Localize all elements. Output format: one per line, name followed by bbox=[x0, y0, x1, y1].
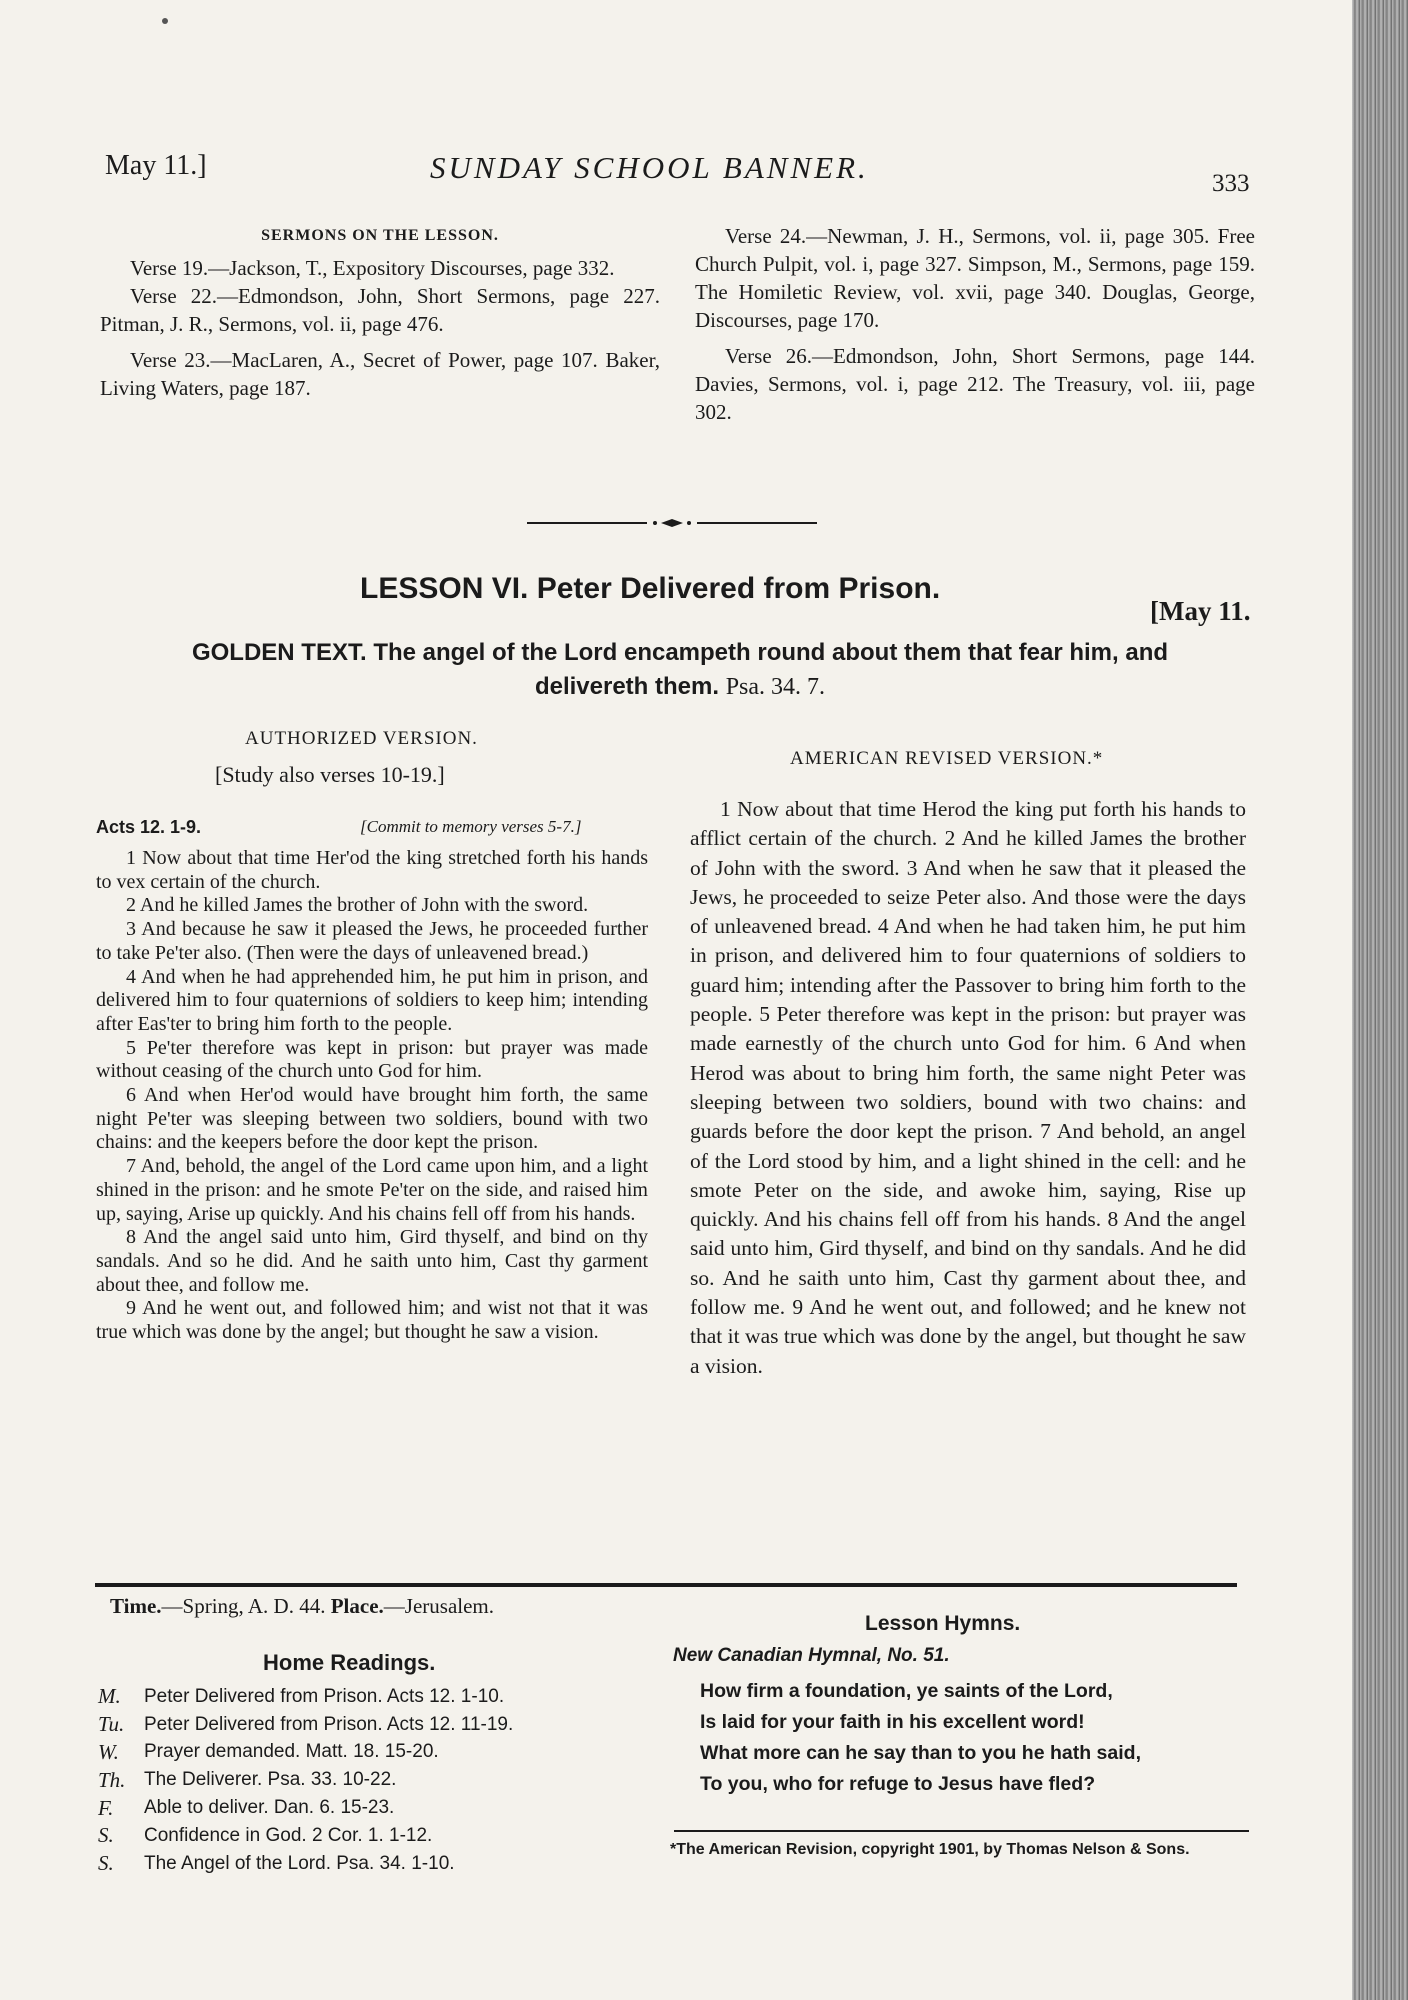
sermon-entry: Verse 19.—Jackson, T., Expository Discourses, page 332. bbox=[130, 256, 615, 280]
authorized-version-text bbox=[96, 847, 648, 1345]
hymn-line: To you, who for refuge to Jesus have fled? bbox=[700, 1773, 1096, 1795]
reading-row bbox=[98, 1850, 658, 1878]
header-date: May 11.] bbox=[105, 150, 207, 181]
hymn-line: What more can he say than to you he hath said, bbox=[700, 1742, 1141, 1764]
sermon-entry: Verse 23.—MacLaren, A., Secret of Power, page 107. Baker, Living Waters, page 187. bbox=[100, 348, 660, 400]
commit-note: [Commit to memory verses 5-7.] bbox=[360, 817, 582, 836]
reading-text: Peter Delivered from Prison. Acts 12. 11-19. bbox=[144, 1713, 514, 1735]
time-value: —Spring, A. D. 44. bbox=[161, 1594, 326, 1618]
golden-text bbox=[150, 636, 1210, 704]
verse: 2 And he killed James the brother of John with the sword. bbox=[126, 894, 589, 917]
footnote: *The American Revision, copyright 1901, by Thomas Nelson & Sons. bbox=[670, 1841, 1190, 1858]
reading-day: Tu. bbox=[98, 1712, 125, 1737]
sermon-entry: Verse 22.—Edmondson, John, Short Sermons, page 227. Pitman, J. R., Sermons, vol. ii, page 476. bbox=[100, 284, 660, 336]
book-page-edges bbox=[1352, 0, 1408, 2000]
revised-passage: 1 Now about that time Herod the king put forth his hands to afflict certain of the church. 2 And he killed James the brother of John with the sword. 3 And when he saw that it pleased the Jews, he proceeded to seize Peter also. And those were the days of unleavened bread. 4 And when he had taken him, he put him in prison, and delivered him to four quaternions of soldiers to guard him; intending after the Passover to bring him forth to the people. 5 Peter therefore was kept in the prison: but prayer was made earnestly of the church unto God for him. 6 And when Herod was about to bring him forth, the same night Peter was sleeping between two soldiers, bound with two chains: and guards before the door kept the prison. 7 And behold, an angel of the Lord stood by him, and a light shined in the cell: and he smote Peter on the side, and awoke him, saying, Rise up quickly. And his chains fell off from his hands. 8 And the angel said unto him, Gird thyself, and bind on thy sandals. And he did so. And he saith unto him, Cast thy garment about thee, and follow me. 9 And he went out, and followed; and he knew not that it was true which was done by the angel, but thought he saw a vision. bbox=[690, 797, 1246, 1378]
time-place bbox=[110, 1592, 650, 1620]
speck bbox=[162, 18, 168, 24]
verse: 8 And the angel said unto him, Gird thyself, and bind on thy sandals. And so he did. And he saith unto him, Cast thy garment about thee, and follow me. bbox=[96, 1226, 648, 1296]
reading-text: Prayer demanded. Matt. 18. 15-20. bbox=[144, 1741, 439, 1763]
sermons-right-column bbox=[695, 222, 1255, 426]
golden-text-reference: Psa. 34. 7. bbox=[725, 674, 826, 700]
verse: 4 And when he had apprehended him, he put him in prison, and delivered him to four quaternions of soldiers to keep him; intending after Eas'ter to bring him forth to the people. bbox=[96, 965, 648, 1035]
reading-text: Peter Delivered from Prison. Acts 12. 1-10. bbox=[144, 1685, 505, 1707]
verse: 3 And because he saw it pleased the Jews, he proceeded further to take Pe'ter also. (Then were the days of unleavened bread.) bbox=[96, 918, 648, 964]
verse: 5 Pe'ter therefore was kept in prison: but prayer was made without ceasing of the church unto God for him. bbox=[96, 1036, 648, 1083]
authorized-version-heading: AUTHORIZED VERSION. bbox=[245, 728, 478, 749]
lesson-date: [May 11. bbox=[1150, 596, 1251, 626]
hymn-line: How firm a foundation, ye saints of the Lord, bbox=[700, 1680, 1113, 1702]
reading-row bbox=[98, 1822, 658, 1850]
sermon-entry: Verse 24.—Newman, J. H., Sermons, vol. ii, page 305. Free Church Pulpit, vol. i, page 327. Simpson, M., Sermons, page 159. The Homiletic Review, vol. xvii, page 340. Douglas, George, Discourses, page 170. bbox=[695, 224, 1255, 332]
scripture-reference: Acts 12. 1-9. bbox=[96, 817, 202, 837]
section-rule bbox=[95, 1583, 1237, 1587]
reading-day: S. bbox=[98, 1851, 114, 1876]
hymn-lyrics bbox=[700, 1676, 1260, 1800]
hymnal-reference: New Canadian Hymnal, No. 51. bbox=[673, 1645, 950, 1666]
footnote-rule bbox=[674, 1830, 1249, 1832]
page-number: 333 bbox=[1212, 170, 1250, 197]
lesson-title: LESSON VI. Peter Delivered from Prison. bbox=[360, 572, 941, 605]
reading-day: Th. bbox=[98, 1767, 126, 1792]
verse: 6 And when Her'od would have brought him forth, the same night Pe'ter was sleeping between two soldiers, bound with two chains: and the keepers before the door kept the prison. bbox=[96, 1084, 648, 1154]
header-title: SUNDAY SCHOOL BANNER. bbox=[430, 150, 869, 185]
reading-day: W. bbox=[98, 1739, 119, 1764]
reading-row bbox=[98, 1711, 658, 1739]
revised-version-text bbox=[690, 795, 1246, 1381]
place-value: —Jerusalem. bbox=[383, 1594, 495, 1618]
sermon-entry: Verse 26.—Edmondson, John, Short Sermons, page 144. Davies, Sermons, vol. i, page 212. The Treasury, vol. iii, page 302. bbox=[695, 344, 1255, 424]
revised-version-heading: AMERICAN REVISED VERSION.* bbox=[790, 748, 1104, 769]
verse: 1 Now about that time Her'od the king stretched forth his hands to vex certain of the church. bbox=[96, 847, 648, 893]
study-note: [Study also verses 10-19.] bbox=[215, 762, 445, 787]
reading-text: Able to deliver. Dan. 6. 15-23. bbox=[144, 1797, 395, 1819]
place-label: Place. bbox=[330, 1594, 384, 1618]
reading-day: S. bbox=[98, 1823, 114, 1848]
reading-row bbox=[98, 1766, 658, 1794]
reading-day: F. bbox=[98, 1795, 114, 1820]
reading-row bbox=[98, 1794, 658, 1822]
reading-row bbox=[98, 1683, 658, 1711]
home-readings-list bbox=[98, 1683, 658, 1878]
reading-day: M. bbox=[98, 1684, 121, 1709]
reading-text: The Angel of the Lord. Psa. 34. 1-10. bbox=[144, 1852, 455, 1874]
reading-text: Confidence in God. 2 Cor. 1. 1-12. bbox=[144, 1824, 433, 1846]
sermons-left-column bbox=[100, 222, 660, 402]
hymn-line: Is laid for your faith in his excellent word! bbox=[700, 1711, 1085, 1733]
verse: 9 And he went out, and followed him; and wist not that it was true which was done by the angel; but thought he saw a vision. bbox=[96, 1297, 648, 1344]
reading-row bbox=[98, 1739, 658, 1767]
golden-text-body: The angel of the Lord encampeth round about them that fear him, and delivereth them. bbox=[373, 639, 1169, 700]
verse: 7 And, behold, the angel of the Lord came upon him, and a light shined in the prison: and he smote Pe'ter on the side, and raised him up, saying, Arise up quickly. And his chains fell off from his hands. bbox=[96, 1155, 648, 1225]
golden-text-label: GOLDEN TEXT. bbox=[191, 639, 367, 666]
sermons-heading: SERMONS ON THE LESSON. bbox=[261, 227, 499, 244]
time-label: Time. bbox=[110, 1594, 162, 1618]
ornamental-divider bbox=[527, 516, 817, 530]
lesson-hymns-title: Lesson Hymns. bbox=[865, 1612, 1021, 1635]
reading-text: The Deliverer. Psa. 33. 10-22. bbox=[144, 1769, 397, 1791]
home-readings-title: Home Readings. bbox=[263, 1650, 436, 1675]
